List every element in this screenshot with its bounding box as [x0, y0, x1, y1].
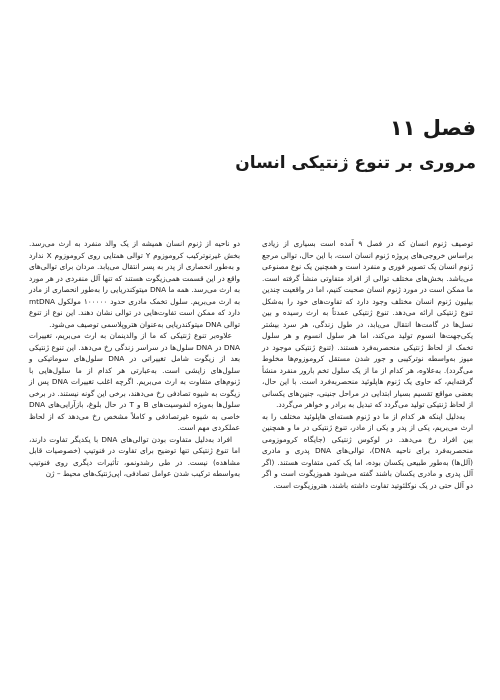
paragraph: علاوه‌بر تنوع ژنتیکی که ما از والدینمان به ارث می‌بریم، تغییرات DNA در DNA سلول‌ها در سراسر زندگی رخ می‌دهد. این تنوع ژنتیکی بعد از زیگوت شامل تغییراتی در DNA سلول‌های سوماتیکی و سلول‌های زایشی است. به‌عبارتی هر کدام از ما سلول‌هایی با ژنوم‌های متفاوت به ارث می‌بریم. اگرچه اغلب تغییرات DNA پس از زیگوت به شیوه تصادفی رخ می‌دهند، برخی این گونه نیستند. در برخی سلول‌ها به‌ویژه لنفوسیت‌های B و T در حال بلوغ، بازآرایی‌های DNA خاصی به شیوه غیرتصادفی و کاملاً مشخص رخ می‌دهد که از لحاظ عملکردی مهم است. [29, 331, 241, 432]
paragraph: توصیف ژنوم انسان که در فصل ۹ آمده است بسیاری از زیادی براساس خروجی‌های پروژه ژنوم انسان است، با این حال، توالی مرجع ژنوم انسان یک تصویر فوری و منفرد است و همچنین یک نوع مصنوعی می‌باشد. بخش‌های مختلف توالی از افراد متفاوتی منشأ گرفته است. ما ممکن است در مورد ژنوم انسان صحبت کنیم، اما در واقعیت چندین بیلیون ژنوم انسان مختلف وجود دارد که تفاوت‌های خود را به‌شکل تنوع ژنتیکی ارائه می‌دهد. تنوع ژنتیکی عمدتاً به ارث رسیده و بین نسل‌ها در گامت‌ها انتقال می‌یابد، در طول زندگی، هر سرد بیشتر یکی‌جهت‌ها انسوم تولید می‌کند، اما هر سلول انسوم و هر سلول تخمک از لحاظ ژنتیکی منحصربه‌فرد هستند. (تنوع ژنتیکی موجود در میوز به‌واسطه نوترکیبی و جور شدن مستقل کروموزوم‌ها مخلوط می‌گردد). به‌علاوه، هر کدام از ما از یک سلول تخم بارور منفرد منشأ گرفته‌ایم، که حاوی یک ژنوم هاپلوئید منحصربه‌فرد است. با این حال، بعضی مواقع تقسیم بسیار ابتدایی در مراحل جنینی، جنین‌های یکسانی از لحاظ ژنتیکی تولید می‌گردد که تبدیل به برادر و خواهر می‌گردد. [262, 239, 473, 409]
text-column-left [29, 238, 240, 480]
text-column-right [262, 238, 473, 491]
chapter-title: مروری بر تنوع ژنتیکی انسان [235, 153, 476, 173]
chapter-heading: فصل ۱۱ [389, 116, 476, 140]
paragraph: به‌دلیل اینکه هر کدام از ما دو ژنوم هسته‌ای هاپلوئید مختلف را به ارث می‌بریم، یکی از پدر و یکی از مادر، تنوع ژنتیکی در ما و همچنین بین افراد رخ می‌دهد. در لوکوس ژنتیکی (جایگاه کروموزومی منحصربه‌فرد برای ناحیه DNA)، توالی‌های DNA پدری و مادری (آلل‌ها) به‌طور طبیعی یکسان بوده، اما یک کمی متفاوت هستند. (اگر آلل پدری و مادری یکسان باشند گفته می‌شود هموزیگوت است و اگر دو آلل حتی در یک نوکلئوتید تفاوت داشته باشند، هتروزیگوت است. [262, 411, 474, 490]
paragraph: دو ناحیه از ژنوم انسان همیشه از یک والد منفرد به ارث می‌رسد. بخش غیرنوترکیب کروموزوم Y توالی همتایی روی کروموزوم X ندارد و به‌طور انحصاری از پدر به پسر انتقال می‌یابد. مردان برای توالی‌های واقع در این قسمت همی‌زیگوت هستند که تنها آلل منفردی در هر مورد به ارث می‌رسد. همه ما DNA میتوکندریایی را به‌طور انحصاری از مادر به ارث می‌بریم. سلول تخمک مادری حدود ۱۰۰۰۰۰ مولکول mtDNA دارد که ممکن است تفاوت‌هایی در توالی نشان دهند. این نوع از تنوع توالی DNA میتوکندریایی به‌عنوان هتروپلاسمی توصیف می‌شود. [29, 239, 240, 329]
paragraph: افراد به‌دلیل متفاوت بودن توالی‌های DNA با یکدیگر تفاوت دارند، اما تنوع ژنتیکی تنها توضیح برای تفاوت در فنوتیپ (خصوصیات قابل مشاهده) نیست. در طی رشدونمو، تأثیرات دیگری روی فنوتیپ به‌واسطه ترکیب شدن عوامل تصادفی، اپی‌ژنتیک‌های محیط – ژن [29, 434, 240, 478]
